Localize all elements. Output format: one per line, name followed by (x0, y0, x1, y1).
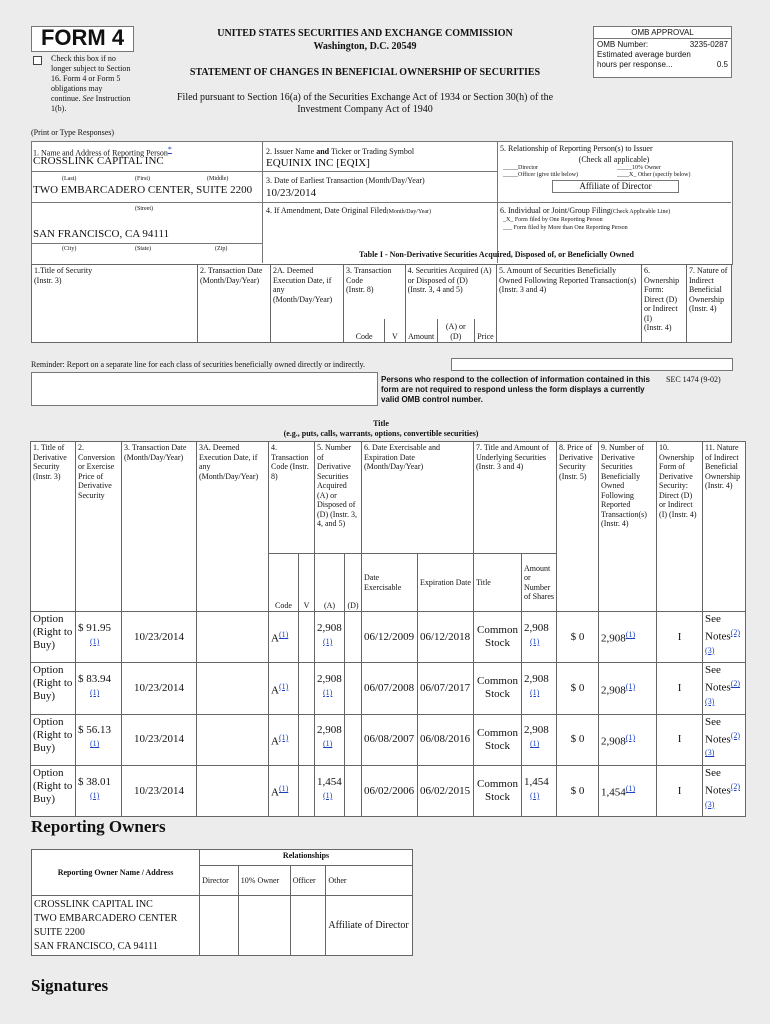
t2-nature: See Notes (705, 715, 731, 746)
t2-nature: See Notes (705, 613, 731, 643)
t2-exp: 06/08/2016 (418, 714, 474, 765)
t2-col9: 9. Number of Derivative Securities Beneficially Owned Following Reported Transaction(s) (Instr. 4) (599, 442, 657, 612)
t2-num: 2,908 (317, 673, 342, 686)
footnote-link[interactable]: (2) (730, 730, 741, 740)
t2-dprice: $ 0 (557, 714, 599, 765)
persons-note: Persons who respond to the collection of information contained in this form are not required to respond unless the form displays a currently valid OMB control number. (381, 375, 650, 404)
t2-sec: Option (Right to Buy) (31, 663, 76, 714)
t1-aord: (A) or (D) (437, 319, 474, 343)
col-director: Director (200, 866, 239, 896)
footnote-link[interactable]: (1) (530, 636, 540, 646)
t2-exp: 06/12/2018 (418, 612, 474, 663)
box5-label: 5. Relationship of Reporting Person(s) to Issuer (500, 144, 653, 153)
box3-label: 3. Date of Earliest Transaction (Month/Day/Year) (266, 176, 425, 185)
label-city: (City) (62, 246, 77, 252)
t2-date-ex-head: Date Exercisable (362, 554, 418, 612)
t2-code: A (271, 786, 279, 799)
box1-star-link[interactable]: * (167, 145, 172, 154)
issuer-name: EQUINIX INC [EQIX] (266, 157, 370, 169)
t2-dprice: $ 0 (557, 765, 599, 816)
t2-code-head: Code (269, 554, 299, 612)
box2-label: 2. Issuer Name and Ticker or Trading Symbol (266, 147, 415, 156)
t1-v: V (385, 319, 405, 343)
t1-price: Price (474, 319, 496, 343)
col-10-owner: 10% Owner (238, 866, 290, 896)
t2-sec: Option (Right to Buy) (31, 714, 76, 765)
t2-exp-head: Expiration Date (418, 554, 474, 612)
form-title: FORM 4 (40, 25, 125, 50)
t1-col2: 2. Transaction Date (Month/Day/Year) (198, 265, 271, 343)
footnote-link[interactable]: (1) (625, 732, 636, 742)
t2-code: A (271, 735, 279, 748)
agency-location: Washington, D.C. 20549 (313, 41, 417, 52)
t2-num: 2,908 (317, 621, 342, 634)
t2-owned: 2,908 (601, 735, 626, 748)
t2-date: 10/23/2014 (122, 663, 197, 714)
t2-owned: 2,908 (601, 684, 626, 697)
t2-utitle: Common Stock (474, 765, 522, 816)
box1-label: 1. Name and Address of Reporting Person* (33, 145, 172, 158)
t2-col7: 7. Title and Amount of Underlying Securities (Instr. 3 and 4) (474, 442, 557, 554)
t2-form: I (657, 765, 703, 816)
footnote-link[interactable]: (1) (90, 790, 100, 800)
box5-sub: (Check all applicable) (578, 155, 650, 164)
t2-col10: 10. Ownership Form of Derivative Security: Direct (D) or Indirect (I) (Instr. 4) (657, 442, 703, 612)
t2-col3: 3. Transaction Date (Month/Day/Year) (122, 442, 197, 612)
checkbox-text: Check this box if no longer subject to Section 16. Form 4 or Form 5 obligations may continue. See Instruction 1(b). (51, 54, 131, 113)
t2-dex: 06/12/2009 (362, 612, 418, 663)
t2-col6: 6. Date Exercisable and Expiration Date (Month/Day/Year) (362, 442, 474, 554)
t2-sec: Option (Right to Buy) (31, 612, 76, 663)
t2-utitle: Common Stock (474, 663, 522, 714)
footnote-link[interactable]: (1) (278, 784, 289, 794)
t2-v-head: V (299, 554, 315, 612)
footnote-link[interactable]: (3) (705, 645, 715, 655)
col-relationships: Relationships (200, 850, 413, 866)
t2-price: $ 91.95 (78, 621, 111, 634)
table2-title: Title (373, 419, 389, 428)
t2-num: 2,908 (317, 724, 342, 737)
owner-other-value: Affiliate of Director (326, 896, 413, 956)
omb-title: OMB APPROVAL (594, 27, 731, 39)
table2 (30, 441, 746, 817)
table1-title: Table I - Non-Derivative Securities Acquired, Disposed of, or Beneficially Owned (359, 250, 634, 259)
footnote-link[interactable]: (2) (730, 781, 741, 791)
footnote-link[interactable]: (3) (705, 696, 715, 706)
t2-dex: 06/07/2008 (362, 663, 418, 714)
t2-dprice: $ 0 (557, 663, 599, 714)
table1 (31, 264, 732, 343)
footnote-link[interactable]: (1) (530, 790, 540, 800)
t2-date: 10/23/2014 (122, 612, 197, 663)
col-owner-name: Reporting Owner Name / Address (32, 850, 200, 896)
agency-name: UNITED STATES SECURITIES AND EXCHANGE COMMISSION (217, 28, 513, 39)
footnote-link[interactable]: (1) (278, 630, 289, 640)
label-first: (First) (135, 176, 150, 182)
t2-price: $ 83.94 (78, 673, 111, 686)
table-row (31, 765, 746, 816)
t2-uamt: 2,908 (524, 724, 549, 737)
footnote-link[interactable]: (1) (625, 630, 636, 640)
box6-more: ___ Form filed by More than One Reporting Person (503, 225, 628, 231)
footnote-link[interactable]: (1) (530, 739, 540, 749)
t2-owned: 2,908 (601, 632, 626, 645)
signatures-heading: Signatures (31, 976, 109, 995)
t2-dex: 06/02/2006 (362, 765, 418, 816)
t2-nature: See Notes (705, 766, 731, 797)
filed-pursuant: Filed pursuant to Section 16(a) of the Securities Exchange Act of 1934 or Section 30(h) of the Investment Company Act of 1940 (176, 92, 554, 115)
t2-num: 1,454 (317, 775, 342, 788)
t2-code: A (271, 684, 279, 697)
footnote-link[interactable]: (3) (705, 748, 715, 758)
reminder-box-right (451, 358, 733, 371)
t1-col7: 7. Nature of Indirect Beneficial Ownership (Instr. 4) (687, 265, 732, 343)
table-row (31, 612, 746, 663)
label-last: (Last) (62, 176, 77, 182)
t1-col5: 5. Amount of Securities Beneficially Owned Following Reported Transaction(s) (Instr. 3 and 4) (497, 265, 642, 343)
footnote-link[interactable]: (1) (625, 784, 636, 794)
t2-uamt: 2,908 (524, 621, 549, 634)
t2-col3a: 3A. Deemed Execution Date, if any (Month/Day/Year) (197, 442, 269, 612)
reporting-owners-table (31, 849, 413, 956)
footnote-link[interactable]: (1) (625, 681, 636, 691)
t2-form: I (657, 663, 703, 714)
reporting-person-city: SAN FRANCISCO, CA 94111 (33, 228, 170, 240)
t2-owned: 1,454 (601, 786, 626, 799)
t2-price: $ 38.01 (78, 775, 111, 788)
reporting-owners-heading: Reporting Owners (31, 817, 166, 836)
t2-amount-head: Amount or Number of Shares (522, 554, 557, 612)
omb-approval-box: OMB APPROVAL OMB Number: 3235-0287 Estimated average burden hours per response... 0.5 (593, 26, 732, 78)
footnote-link[interactable]: (1) (323, 688, 333, 698)
reporting-person-name: CROSSLINK CAPITAL INC (33, 155, 164, 167)
t2-dprice: $ 0 (557, 612, 599, 663)
t2-a-head: (A) (315, 554, 345, 612)
t2-col4: 4. Transaction Code (Instr. 8) (269, 442, 315, 554)
footnote-link[interactable]: (1) (530, 688, 540, 698)
footnote-link[interactable]: (1) (323, 739, 333, 749)
t2-price: $ 56.13 (78, 724, 111, 737)
table2-subtitle: (e.g., puts, calls, warrants, options, convertible securities) (283, 429, 479, 438)
t2-d-head: (D) (345, 554, 362, 612)
table-row (31, 714, 746, 765)
footnote-link[interactable]: (1) (90, 636, 100, 646)
footnote-link[interactable]: (1) (278, 681, 289, 691)
box5-affiliate: Affiliate of Director (552, 180, 679, 193)
footnote-link[interactable]: (2) (730, 679, 741, 689)
t2-dex: 06/08/2007 (362, 714, 418, 765)
t1-col6: 6. Ownership Form: Direct (D) or Indirect (I) (Instr. 4) (642, 265, 687, 343)
col-other: Other (326, 866, 413, 896)
t1-col3: 3. Transaction Code (Instr. 8) (344, 265, 406, 319)
t2-uamt: 1,454 (524, 775, 549, 788)
t2-nature: See Notes (705, 664, 731, 694)
print-note: (Print or Type Responses) (31, 128, 115, 137)
box5-director: _____Director (503, 165, 538, 171)
t2-code: A (271, 632, 279, 645)
owner-address: CROSSLINK CAPITAL INC TWO EMBARCADERO CENTER SUITE 2200 SAN FRANCISCO, CA 94111 (32, 896, 200, 956)
box5-other: ____X_ Other (specify below) (617, 172, 691, 178)
t2-title-head: Title (474, 554, 522, 612)
footnote-link[interactable]: (1) (90, 739, 100, 749)
t1-amount: Amount (405, 319, 437, 343)
t2-col1: 1. Title of Derivative Security (Instr. 3) (31, 442, 76, 612)
t2-col8: 8. Price of Derivative Security (Instr. 5) (557, 442, 599, 612)
label-street: (Street) (135, 206, 153, 212)
footnote-link[interactable]: (1) (323, 636, 333, 646)
table-row (31, 663, 746, 714)
t2-utitle: Common Stock (474, 612, 522, 663)
t2-form: I (657, 612, 703, 663)
statement-title: STATEMENT OF CHANGES IN BENEFICIAL OWNERSHIP OF SECURITIES (189, 67, 541, 78)
t2-exp: 06/07/2017 (418, 663, 474, 714)
label-zip: (Zip) (215, 246, 228, 252)
footnote-link[interactable]: (2) (730, 628, 741, 637)
box5-officer: _____Officer (give title below) (503, 172, 579, 178)
footnote-link[interactable]: (1) (90, 688, 100, 698)
footnote-link[interactable]: (3) (705, 799, 715, 809)
t2-date: 10/23/2014 (122, 765, 197, 816)
t2-date: 10/23/2014 (122, 714, 197, 765)
table-row (32, 896, 413, 956)
label-middle: (Middle) (207, 176, 229, 182)
t2-col2: 2. Conversion or Exercise Price of Derivative Security (76, 442, 122, 612)
footnote-link[interactable]: (1) (323, 790, 333, 800)
t1-code: Code (344, 319, 385, 343)
box6-label: 6. Individual or Joint/Group Filing(Check Applicable Line) (500, 206, 671, 215)
reminder-text: Reminder: Report on a separate line for each class of securities beneficially owned directly or indirectly. (31, 360, 366, 369)
box5-owner: _____10% Owner (617, 165, 661, 171)
box4-label: 4. If Amendment, Date Original Filed(Month/Day/Year) (266, 206, 432, 215)
t1-col2a: 2A. Deemed Execution Date, if any (Month/Day/Year) (271, 265, 344, 343)
t2-utitle: Common Stock (474, 714, 522, 765)
t1-col1: 1.Title of Security (Instr. 3) (32, 265, 198, 343)
reporting-person-street: TWO EMBARCADERO CENTER, SUITE 2200 (33, 184, 253, 196)
t2-exp: 06/02/2015 (418, 765, 474, 816)
t1-col4: 4. Securities Acquired (A) or Disposed of (D) (Instr. 3, 4 and 5) (405, 265, 496, 319)
box6-one: _X_ Form filed by One Reporting Person (503, 217, 603, 223)
label-state: (State) (135, 246, 151, 252)
t2-col11: 11. Nature of Indirect Beneficial Ownership (Instr. 4) (703, 442, 746, 612)
t2-uamt: 2,908 (524, 673, 549, 686)
t2-form: I (657, 714, 703, 765)
footnote-link[interactable]: (1) (278, 732, 289, 742)
t2-col5: 5. Number of Derivative Securities Acquired (A) or Disposed of (D) (Instr. 3, 4, and 5) (315, 442, 362, 554)
sec-code: SEC 1474 (9-02) (666, 375, 721, 384)
earliest-transaction-date: 10/23/2014 (266, 187, 317, 199)
t2-sec: Option (Right to Buy) (31, 765, 76, 816)
reminder-box-left (31, 372, 378, 406)
col-officer: Officer (290, 866, 326, 896)
no-longer-subject-checkbox[interactable] (33, 56, 42, 65)
